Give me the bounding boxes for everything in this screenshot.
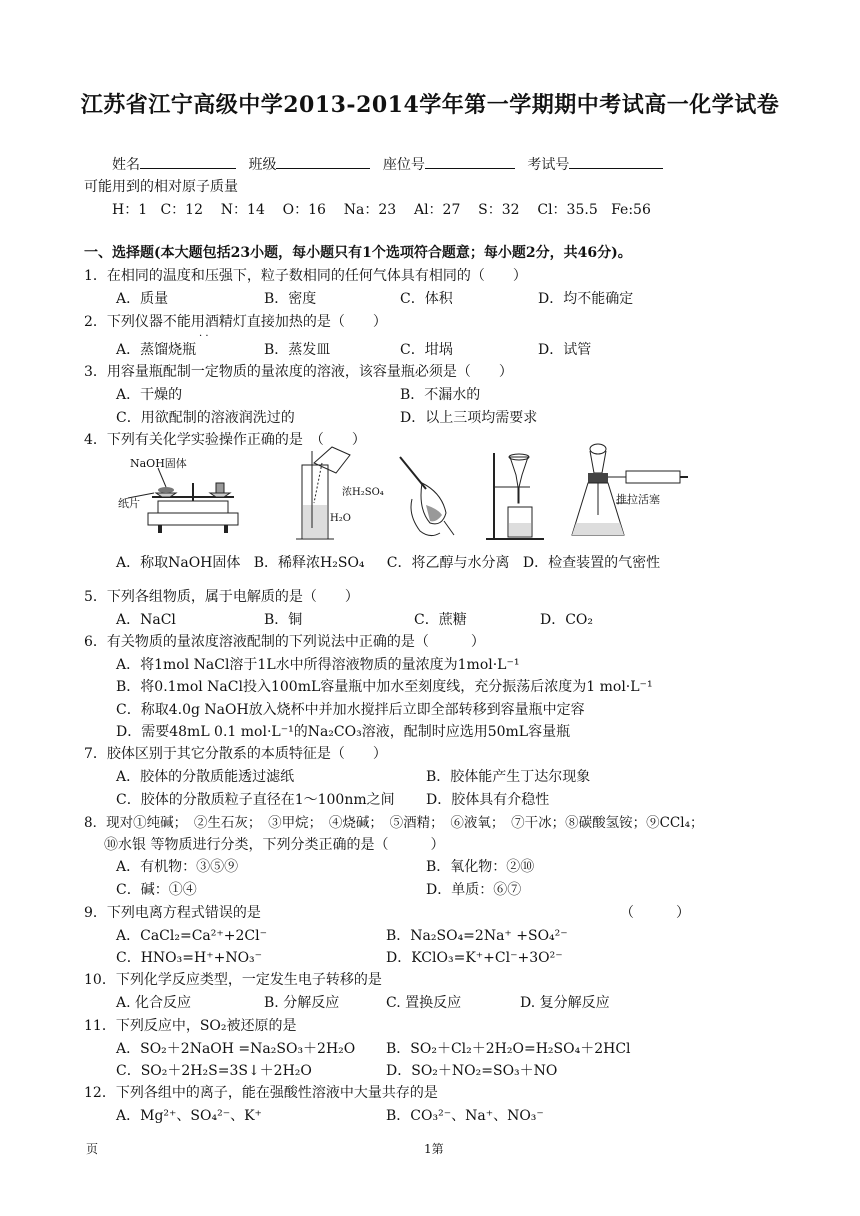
question-8-option-b[interactable]: B．氧化物：②⑩ — [426, 859, 535, 875]
question-1-option-d[interactable]: D．均不能确定 — [538, 291, 634, 307]
label-paper: 纸片 — [118, 497, 140, 510]
question-9-option-c[interactable]: C．HNO₃=H⁺+NO₃⁻ — [116, 950, 263, 966]
label-naoh-solid: NaOH固体 — [130, 457, 187, 470]
exam-number-blank[interactable] — [569, 154, 663, 169]
figure-dilution — [292, 443, 382, 543]
question-6-option-c[interactable]: C．称取4.0g NaOH放入烧杯中并加水搅拌后立即全部转移到容量瓶中定容 — [116, 702, 585, 718]
question-3-stem: 3．用容量瓶配制一定物质的量浓度的溶液，该容量瓶必须是（ ） — [84, 364, 513, 380]
question-4-options[interactable]: A．称取NaOH固体 B．稀释浓H₂SO₄ C．将乙醇与水分离 D．检查装置的气密性 — [116, 555, 661, 571]
question-5-option-c[interactable]: C．蔗糖 — [414, 612, 467, 628]
figure-airtight-check — [566, 443, 690, 543]
footer-page-label: 页 — [86, 1142, 99, 1156]
footer-page-number: 1第 — [424, 1142, 444, 1156]
question-10-stem: 10．下列化学反应类型，一定发生电子转移的是 — [84, 972, 382, 988]
figure-separatory-funnel — [396, 443, 466, 543]
question-3-option-b[interactable]: B．不漏水的 — [400, 387, 481, 403]
question-2-option-b[interactable]: B．蒸发皿 — [264, 342, 331, 358]
student-info-line — [112, 154, 663, 175]
question-6-option-d[interactable]: D．需要48mL 0.1 mol·L⁻¹的Na₂CO₃溶液，配制时应选用50mL容量瓶 — [116, 724, 571, 740]
question-11-option-c[interactable]: C．SO₂＋2H₂S=3S↓＋2H₂O — [116, 1063, 312, 1079]
name-label: 姓名 — [112, 157, 140, 173]
question-7-option-d[interactable]: D．胶体具有介稳性 — [426, 792, 550, 808]
question-2-option-d[interactable]: D．试管 — [538, 342, 592, 358]
label-conc-h2so4: 浓H₂SO₄ — [342, 487, 384, 498]
figure-balance — [118, 443, 242, 543]
question-8-option-c[interactable]: C．碱：①④ — [116, 882, 197, 898]
question-2-option-c[interactable]: C．坩埚 — [400, 342, 453, 358]
seat-blank[interactable] — [425, 154, 515, 169]
question-12-option-a[interactable]: A．Mg²⁺、SO₄²⁻、K⁺ — [116, 1108, 262, 1124]
question-3-option-a[interactable]: A．干燥的 — [116, 387, 183, 403]
question-7-option-b[interactable]: B．胶体能产生丁达尔现象 — [426, 769, 591, 785]
question-1-stem: 1．在相同的温度和压强下，粒子数相同的任何气体具有相同的（ ） — [84, 268, 527, 284]
question-3-option-d[interactable]: D．以上三项均需要求 — [400, 410, 538, 426]
class-label: 班级 — [248, 157, 277, 173]
class-blank[interactable] — [276, 154, 370, 169]
question-6-option-b[interactable]: B．将0.1mol NaCl投入100mL容量瓶中加水至刻度线，充分振荡后浓度为1 mol·L⁻¹ — [116, 679, 653, 695]
question-12-option-b[interactable]: B．CO₃²⁻、Na⁺、NO₃⁻ — [386, 1108, 544, 1124]
atomic-mass-title: 可能用到的相对原子质量 — [84, 179, 238, 195]
question-9-stem: 9．下列电离方程式错误的是 — [84, 905, 261, 921]
question-1-option-b[interactable]: B．密度 — [264, 291, 317, 307]
question-11-option-d[interactable]: D．SO₂＋NO₂=SO₃＋NO — [386, 1063, 558, 1079]
question-7-stem: 7．胶体区别于其它分散系的本质特征是（ ） — [84, 746, 387, 762]
figure-filtration — [484, 443, 548, 543]
question-12-stem: 12．下列各组中的离子，能在强酸性溶液中大量共存的是 — [84, 1085, 438, 1101]
question-9-option-d[interactable]: D．KClO₃=K⁺+Cl⁻+3O²⁻ — [386, 950, 563, 966]
question-6-option-a[interactable]: A．将1mol NaCl溶于1L水中所得溶液物质的量浓度为1mol·L⁻¹ — [116, 657, 520, 673]
label-water: H₂O — [330, 513, 351, 524]
question-6-stem: 6．有关物质的量浓度溶液配制的下列说法中正确的是（ ） — [84, 634, 485, 650]
question-5-option-b[interactable]: B．铜 — [264, 612, 303, 628]
name-blank[interactable] — [140, 154, 236, 169]
question-5-option-d[interactable]: D．CO₂ — [540, 612, 594, 628]
question-8-option-a[interactable]: A．有机物：③⑤⑨ — [116, 859, 239, 875]
atomic-mass-values: H：1 C：12 N：14 O：16 Na：23 Al：27 S：32 Cl：35.5 Fe:56 — [112, 202, 651, 218]
section-header: 一、选择题(本大题包括23小题，每小题只有1个选项符合题意；每小题2分，共46分)。 — [84, 245, 632, 261]
question-8-stem: 8．现对①纯碱； ②生石灰； ③甲烷； ④烧碱； ⑤酒精； ⑥液氧； ⑦干冰；⑧碳酸氢铵；⑨CCl₄； — [84, 815, 704, 831]
question-8-option-d[interactable]: D．单质：⑥⑦ — [426, 882, 522, 898]
question-2-stem: 2．下列仪器不能用酒精灯直接加热的是（ ） — [84, 314, 387, 330]
question-10-option-c[interactable]: C. 置换反应 — [386, 995, 462, 1011]
question-10-option-b[interactable]: B. 分解反应 — [264, 995, 340, 1011]
emphasis-dots: · · — [199, 331, 209, 342]
question-9-option-b[interactable]: B．Na₂SO₄=2Na⁺ +SO₄²⁻ — [386, 928, 568, 944]
question-9-answer-paren: （ ） — [620, 905, 690, 921]
question-1-option-c[interactable]: C．体积 — [400, 291, 453, 307]
question-10-option-d[interactable]: D. 复分解反应 — [520, 995, 610, 1011]
question-5-stem: 5．下列各组物质，属于电解质的是（ ） — [84, 589, 359, 605]
question-2-option-a[interactable]: A．蒸馏烧瓶 — [116, 342, 197, 358]
question-5-option-a[interactable]: A．NaCl — [116, 612, 176, 628]
question-3-option-c[interactable]: C．用欲配制的溶液润洗过的 — [116, 410, 295, 426]
question-11-option-b[interactable]: B．SO₂＋Cl₂＋2H₂O=H₂SO₄＋2HCl — [386, 1041, 631, 1057]
question-1-option-a[interactable]: A．质量 — [116, 291, 169, 307]
question-8-stem-continued: ⑩水银 等物质进行分类，下列分类正确的是（ ） — [104, 837, 445, 853]
question-10-option-a[interactable]: A. 化合反应 — [116, 995, 192, 1011]
question-7-option-c[interactable]: C．胶体的分散质粒子直径在1～100nm之间 — [116, 792, 395, 808]
question-9-option-a[interactable]: A．CaCl₂=Ca²⁺+2Cl⁻ — [116, 928, 267, 944]
question-7-option-a[interactable]: A．胶体的分散质能透过滤纸 — [116, 769, 295, 785]
page-title: 江苏省江宁高级中学2013-2014学年第一学期期中考试高一化学试卷 — [80, 92, 780, 118]
label-piston: 推拉活塞 — [616, 493, 660, 506]
question-11-option-a[interactable]: A．SO₂＋2NaOH =Na₂SO₃＋2H₂O — [116, 1041, 356, 1057]
question-4-stem: 4．下列有关化学实验操作正确的是 （ ） — [84, 432, 366, 448]
seat-label: 座位号 — [382, 157, 425, 173]
question-11-stem: 11．下列反应中，SO₂被还原的是 — [84, 1018, 297, 1034]
exam-number-label: 考试号 — [527, 157, 570, 173]
